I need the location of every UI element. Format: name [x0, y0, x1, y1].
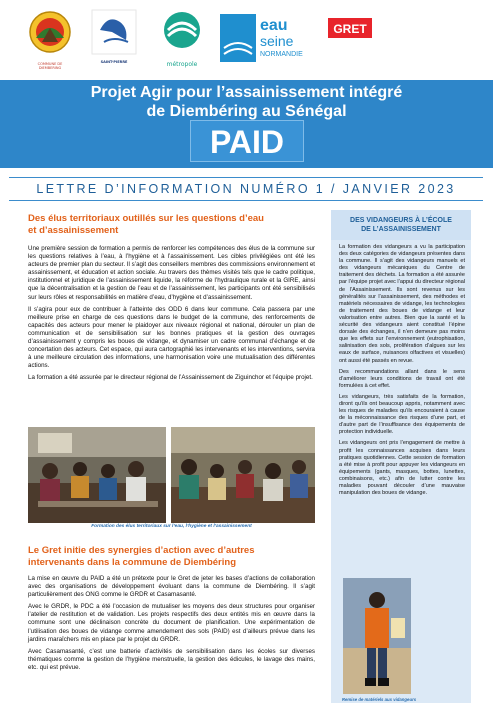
- svg-text:NORMANDIE: NORMANDIE: [260, 51, 303, 58]
- sidebar-paragraph: La formation des vidangeurs a vu la participation des deux catégories de vidangeurs présentes dans la commune. Il s’agit des vidangeurs manuels et des vidangeurs mécaniques du Centre de traitement des déchets. La formation a été assurée par l’équipe projet avec l’appui du directeur régional de l’Assainissement. Ils sont revenus sur les généralités sur l’assainissement, des méthodes et matériels nécessaires de vidange, les technologies de traitement des boues de vidange et leur valorisation entre autres. Bien que la santé et la sécurité des vidangeurs aient constitué l’épine dorsale des échanges, il n’en demeure pas moins que les effets sur l’environnement (eutrophisation, salinisation des sols, prolifération d’algues sur les eaux de surface, nuisances olfactives et visuelles) ont aussi été passés en revue.: [339, 244, 465, 364]
- banner-title-line2: de Diembéring au Sénégal: [146, 103, 347, 120]
- training-photo-right: [171, 427, 315, 523]
- svg-text:GRET: GRET: [333, 22, 367, 36]
- sidebar-title-line1: DES VIDANGEURS À L’ÉCOLE: [350, 217, 452, 224]
- sidebar-photo-caption: Remise de matériels aux vidangeurs: [341, 697, 417, 702]
- article-2-paragraph: Avec le GRDR, le PDC a été l’occasion de mutualiser les moyens des deux structures pour organiser l’atelier de restitution et de validation. Les projets respectifs des deux entités mis en œuvre dans la commune sont une déclinaison concrète du document de planification. Une expérimentation de l’utilisation des boues de vidange comme amendement des sols (PAID) est d’ailleurs prévue dans les jardins maraîchers mis en place par le projet du GRDR.: [28, 603, 315, 643]
- sidebar-body: [339, 244, 465, 501]
- sidebar-header: [331, 210, 471, 240]
- training-photo-left: [28, 427, 166, 523]
- metropole-rouen-logo: métropole: [156, 8, 208, 70]
- article-2-paragraph: La mise en œuvre du PAID a été un prétexte pour le Gret de jeter les bases d’actions de collaboration avec des organisations de développement évoluant dans la commune de Diembéring. Il s’agit particulièrement des ONG comme le GRDR et Casamasanté.: [28, 575, 315, 599]
- article-2-title-line1: Le Gret initie des synergies d’action avec d’autres: [28, 545, 255, 556]
- article-1-photo-caption: Formation des élus territoriaux sur l’eau, l’hygiène et l’assainissement: [91, 524, 252, 529]
- sidebar-paragraph: Les vidangeurs, très satisfaits de la formation, diront qu’ils ont beaucoup appris, notamment avec les risques de maladies qu’ils encouraient à cause de la méconnaissance des risques d’une part, et d’autre part de l’insuffisance des équipements de protection individuelle.: [339, 393, 465, 436]
- article-2-paragraph: Avec Casamasanté, c’est une batterie d’activités de sensibilisation dans les écoles sur diverses thématiques comme la gestion de l’hygiène menstruelle, la gestion des édicules, le lavage des mains, etc. qui est prévue.: [28, 647, 315, 671]
- paid-acronym: PAID: [209, 124, 285, 160]
- article-1-title-line2: et d’assainissement: [28, 225, 119, 236]
- svg-text:seine: seine: [260, 33, 294, 49]
- banner-title-line1: Projet Agir pour l’assainissement intégré: [90, 84, 403, 101]
- eau-seine-normandie-logo: [218, 8, 314, 70]
- article-2: [28, 545, 315, 672]
- commune-diembering-logo: COMMUNE DE DIEMBERING: [26, 8, 74, 70]
- sidebar-paragraph: Des recommandations allant dans le sens d’améliorer leurs conditions de travail ont été formulées à cet effet.: [339, 368, 465, 389]
- article-1-paragraph: La formation a été assurée par le directeur régional de l’Assainissement de Ziguinchor et l’équipe projet.: [28, 374, 313, 382]
- logo-bar: [0, 0, 493, 80]
- sidebar-paragraph: Les vidangeurs ont pris l’engagement de mettre à profit les connaissances acquises dans leurs pratiques quotidiennes. Cette session de formation a été mise à profit pour appuyer les vidangeurs en équipements (gants, masques, bottes, lunettes, combinaisons, etc.) afin de lutter contre les maladies pouvant découler d’une mauvaise manipulation des boues de vidange.: [339, 440, 465, 497]
- equipment-handover-photo: [343, 578, 411, 694]
- article-2-title-line2: intervenants dans la commune de Diembéring: [28, 557, 236, 568]
- saint-pierre-logo: SAINT-PIERRE: [90, 8, 138, 70]
- article-1: [28, 213, 315, 383]
- paid-acronym-box: [190, 120, 304, 162]
- sidebar-title-line2: DE L’ASSAINISSEMENT: [361, 226, 441, 233]
- article-1-photos: [28, 427, 315, 527]
- article-1-paragraph: Il s’agira pour eux de contribuer à l’atteinte des ODD 6 dans leur commune. Cela passera par une meilleure prise en charge de ces questions dans le budget de la commune, des renforcements de capacités des acteurs pour mener le plaidoyer aux niveaux régional et national, dérouler un plan de communication et de sensibilisation sur les bonnes pratiques et la gestion des ouvrages d’assainissement y compris les boues de vidange, et dynamiser un cadre communal d’échange et de concertation des acteurs. Cet espace, qui aura cartographié les intervenants et les interventions, servira à une meilleure circulation des informations, une harmonisation voire une mutualisation des différentes actions.: [28, 305, 315, 370]
- gret-logo: [326, 8, 374, 70]
- sidebar-vidangeurs: [331, 210, 471, 703]
- newsletter-issue-text: LETTRE D’INFORMATION NUMÉRO 1 / JANVIER 2023: [36, 182, 456, 196]
- article-1-title-line1: Des élus territoriaux outillés sur les questions d’eau: [28, 213, 264, 224]
- svg-text:eau: eau: [260, 17, 288, 34]
- article-1-paragraph: Une première session de formation a permis de renforcer les compétences des élus de la commune sur les questions relatives à l’eau, à l’hygiène et à l’assainissement. Les cibles privilégiées ont été les acteurs de premier plan du secteur. Il s’agit des conseillers membres des commissions environnement et assainissement, et éducation et action sociale. Au travers des thèmes visités tels que le cadre politique, institutionnel et juridique de l’assainissement liquide, la réforme de l’hydraulique rurale et la GIRE, ainsi que la décentralisation et la gestion de l’eau et de l’assainissement, les participants ont été sensibilisés sur leurs rôles et responsabilités en matière d’eau, d’hygiène et d’assainissement.: [28, 245, 315, 301]
- newsletter-issue-bar: [9, 177, 483, 201]
